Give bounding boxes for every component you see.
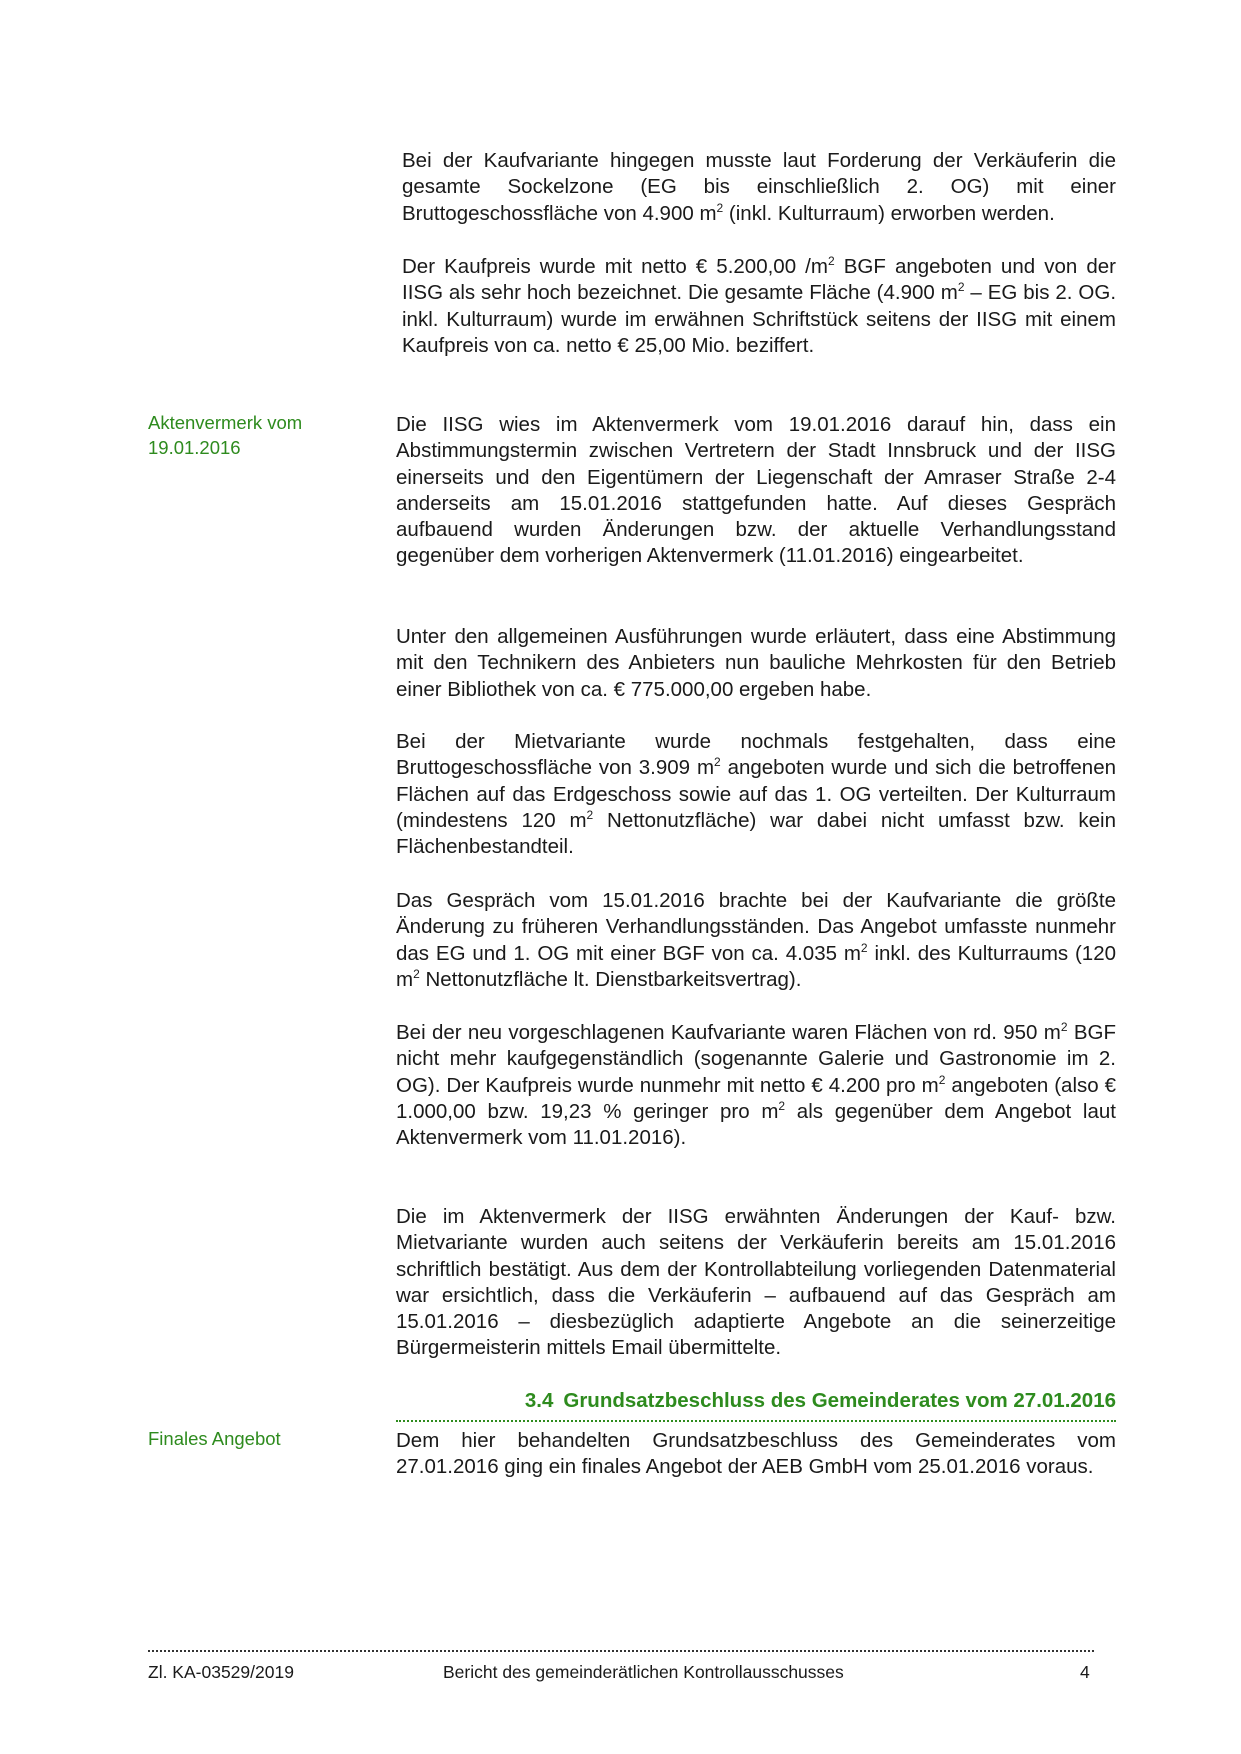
- footer-divider: [148, 1650, 1094, 1652]
- intro-paragraph-2: Der Kaufpreis wurde mit netto € 5.200,00 $/m^2$ BGF angeboten und von der IISG als sehr hoch bezeichnet. Die gesamte Fläche (4.900 $m^2$ – EG bis 2. OG. inkl. Kulturraum) wurde im erwähnen Schriftstück seitens der IISG mit einem Kaufpreis von ca. netto € 25,00 Mio. beziffert.: [402, 254, 1117, 357]
- margin-note-finales-angebot: Finales Angebot: [148, 1428, 281, 1449]
- body-paragraph-4: Das Gespräch vom 15.01.2016 brachte bei der Kaufvariante die größte Änderung zu früheren Verhandlungsständen. Das Angebot umfasste nunmehr das EG und 1. OG mit einer BGF von ca. 4.035 $m^2$ inkl. des Kulturraums (120 $m^2$ Nettonutzfläche lt. Dienstbarkeitsvertrag).: [396, 889, 1117, 991]
- footer-reference: Zl. KA-03529/2019: [148, 1662, 294, 1682]
- body-paragraph-2: Unter den allgemeinen Ausführungen wurde erläutert, dass eine Abstimmung mit den Technikern des Anbieters nun bauliche Mehrkosten für den Betrieb einer Bibliothek von ca. € 775.000,00 ergeben habe.: [396, 625, 1116, 701]
- margin-note-aktenvermerk: Aktenvermerk vom 19.01.2016: [148, 412, 303, 458]
- intro-paragraph-1: Bei der Kaufvariante hingegen musste laut Forderung der Verkäuferin die gesamte Sockelzone (EG bis einschließlich 2. OG) mit einer Bruttogeschossfläche von 4.900 $m^2$ (inkl. Kulturraum) erworben werden.: [402, 149, 1116, 225]
- footer-title: Bericht des gemeinderätlichen Kontrollausschusses: [443, 1662, 844, 1682]
- body-paragraph-3: Bei der Mietvariante wurde nochmals festgehalten, dass eine Bruttogeschossfläche von 3.909 $m^2$ angeboten wurde und sich die betroffenen Flächen auf das Erdgeschoss sowie auf das 1. OG verteilten. Der Kulturraum (mindestens 120 $m^2$ Nettonutzfläche) war dabei nicht umfasst bzw. kein Flächenbestandteil.: [396, 730, 1116, 859]
- section-title: Grundsatzbeschluss des Gemeinderates vom 27.01.2016: [563, 1389, 1116, 1412]
- body-paragraph-7: Dem hier behandelten Grundsatzbeschluss des Gemeinderates vom 27.01.2016 ging ein finales Angebot der AEB GmbH vom 25.01.2016 voraus.: [396, 1429, 1116, 1479]
- body-paragraph-6: Die im Aktenvermerk der IISG erwähnten Änderungen der Kauf- bzw. Mietvariante wurden auch seitens der Verkäuferin bereits am 15.01.2016 schriftlich bestätigt. Aus dem der Kontrollabteilung vorliegenden Datenmaterial war ersichtlich, dass die Verkäuferin – aufbauend auf das Gespräch am 15.01.2016 – diesbezüglich adaptierte Angebote an die seinerzeitige Bürgermeisterin mittels Email übermittelte.: [396, 1205, 1116, 1360]
- section-heading: [396, 1388, 1116, 1422]
- body-paragraph-5: Bei der neu vorgeschlagenen Kaufvariante waren Flächen von rd. 950 $m^2$ BGF nicht mehr kaufgegenständlich (sogenannte Galerie und Gastronomie im 2. OG). Der Kaufpreis wurde nunmehr mit netto € 4.200 pro $m^2$ angeboten (also € 1.000,00 bzw. 19,23 % geringer pro $m^2$ als gegenüber dem Angebot laut Aktenvermerk vom 11.01.2016).: [396, 1020, 1117, 1150]
- page-number: 4: [1080, 1662, 1090, 1682]
- section-number: 3.4: [524, 1389, 554, 1412]
- body-paragraph-1: Die IISG wies im Aktenvermerk vom 19.01.2016 darauf hin, dass ein Abstimmungstermin zwischen Vertretern der Stadt Innsbruck und der IISG einerseits und den Eigentümern der Liegenschaft der Amraser Straße 2-4 anderseits am 15.01.2016 stattgefunden hatte. Auf dieses Gespräch aufbauend wurden Änderungen bzw. der aktuelle Verhandlungsstand gegenüber dem vorherigen Aktenvermerk (11.01.2016) eingearbeitet.: [396, 413, 1116, 568]
